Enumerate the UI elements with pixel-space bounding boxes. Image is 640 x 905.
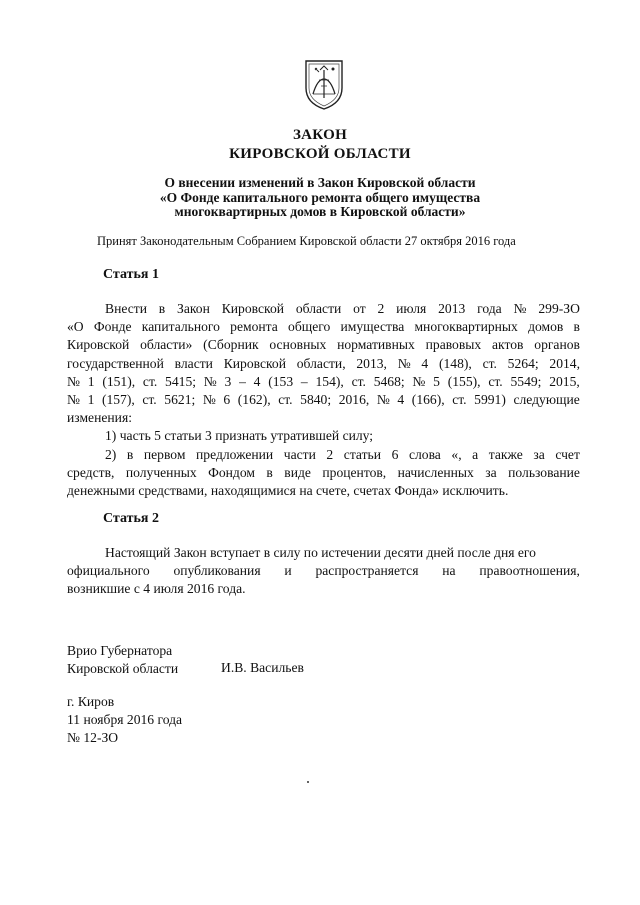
word: 5549;: [510, 373, 542, 389]
word: №: [67, 373, 80, 389]
word: №: [376, 391, 390, 407]
word: ст.: [142, 391, 157, 407]
word: –: [300, 373, 308, 389]
word: 5991): [474, 391, 506, 407]
signer-position-line1: Врио Губернатора: [67, 643, 173, 658]
word: 4: [253, 373, 261, 389]
word: основных: [269, 337, 327, 353]
word: статьи: [343, 446, 382, 462]
word: области: [295, 301, 342, 316]
word: 2013,: [356, 355, 387, 371]
word: Кировской: [67, 337, 130, 353]
text-line: [67, 355, 580, 373]
word: в: [573, 319, 580, 335]
text-line: Настоящий Закон вступает в силу по истечении десяти дней после дня его: [105, 545, 536, 560]
article-1-body: [67, 300, 580, 500]
text-line: [67, 336, 580, 354]
word: 2014,: [549, 355, 580, 371]
word: 2): [105, 446, 117, 462]
word: общего: [288, 319, 331, 335]
word: следующие: [513, 391, 580, 407]
text-line: денежными средствами, находящимися на счете, счетах Фонда» исключить.: [67, 482, 509, 498]
word: 4: [397, 391, 405, 407]
word: (153: [268, 373, 294, 389]
word: опубликования: [173, 563, 261, 579]
word: 5415;: [165, 373, 197, 389]
word: –: [239, 373, 246, 389]
coat-of-arms-emblem: [303, 58, 345, 110]
article-2-heading: Статья 2: [103, 511, 159, 526]
word: 1: [87, 373, 95, 389]
law-region: КИРОВСКОЙ ОБЛАСТИ: [229, 146, 411, 162]
signer-position-line2: Кировской области: [67, 661, 179, 676]
word: Фонде: [93, 319, 132, 335]
word: 5621;: [164, 391, 196, 407]
word: также: [488, 446, 523, 462]
word: №: [513, 301, 527, 316]
word: 5840;: [300, 391, 332, 407]
law-subject: [0, 176, 640, 220]
word: правовых: [425, 337, 482, 353]
word: а: [472, 446, 479, 462]
word: Фондом: [208, 464, 255, 480]
word: (157),: [101, 391, 135, 407]
word: ст.: [482, 355, 497, 371]
word: 1: [87, 391, 95, 407]
word: первом: [143, 446, 186, 462]
word: Внести: [105, 301, 147, 316]
text-line: возникшие с 4 июля 2016 года.: [67, 581, 246, 597]
word: Кировской: [221, 301, 285, 316]
word: правоотношения,: [479, 563, 580, 579]
word: власти: [174, 355, 213, 371]
word: (166),: [411, 391, 445, 407]
word: ст.: [142, 373, 158, 389]
word: 5264;: [507, 355, 539, 371]
word: в: [126, 446, 134, 462]
word: 2016,: [338, 391, 370, 407]
word: от: [353, 301, 366, 316]
word: Кировской: [223, 355, 286, 371]
article-1-heading: Статья 1: [103, 267, 159, 282]
word: распространяется: [315, 563, 419, 579]
word: области»: [140, 337, 193, 353]
word: 5468;: [373, 373, 405, 389]
word: «О: [67, 319, 84, 335]
scan-speck: [307, 781, 309, 783]
text-line: [67, 318, 580, 336]
word: Закон: [177, 301, 210, 316]
word: №: [202, 391, 216, 407]
word: счет: [555, 446, 580, 462]
word: слова: [408, 446, 441, 462]
law-subject-line: О внесении изменений в Закон Кировской области: [164, 175, 476, 190]
word: ст.: [351, 373, 366, 389]
word: №: [397, 355, 411, 371]
word: 154),: [315, 373, 344, 389]
word: 5: [433, 373, 440, 389]
word: июля: [396, 301, 427, 316]
word: 4: [421, 355, 429, 371]
article-2-body: [67, 544, 580, 599]
word: года: [477, 301, 502, 316]
word: в: [266, 464, 273, 480]
word: пользование: [508, 464, 580, 480]
word: официального: [67, 563, 150, 579]
word: и: [284, 563, 292, 579]
word: ст.: [452, 391, 467, 407]
word: за: [485, 464, 497, 480]
word: 2013: [438, 301, 466, 316]
word: №: [203, 373, 217, 389]
word: (151),: [102, 373, 136, 389]
word: части: [283, 446, 316, 462]
text-line: [67, 391, 580, 409]
word: №: [412, 373, 426, 389]
word: государственной: [67, 355, 164, 371]
law-subject-line: «О Фонде капитального ремонта общего имущества: [159, 189, 481, 205]
text-line: 1) часть 5 статьи 3 признать утратившей силу;: [105, 428, 374, 444]
word: 6: [223, 391, 231, 407]
law-subject-line: многоквартирных домов в Кировской области»: [174, 204, 466, 219]
text-line: [67, 464, 580, 482]
signer-name: И.В. Васильев: [221, 660, 304, 675]
word: ст.: [278, 391, 293, 407]
word: области,: [296, 355, 346, 371]
law-number: № 12-ЗО: [67, 730, 119, 745]
text-line: [67, 373, 580, 391]
word: органов: [534, 337, 580, 353]
place-of-signing: г. Киров: [67, 694, 115, 709]
word: 2015,: [549, 373, 580, 389]
word: (155),: [447, 373, 481, 389]
word: 2: [377, 301, 385, 316]
word: многоквартирных: [414, 319, 518, 335]
word: имущества: [340, 319, 405, 335]
law-title: ЗАКОН: [292, 127, 348, 143]
word: (Сборник: [203, 337, 259, 353]
word: средств,: [67, 464, 115, 480]
word: ремонта: [230, 319, 278, 335]
word: (148),: [438, 355, 472, 371]
text-line: [67, 562, 580, 580]
text-line: изменения:: [67, 410, 132, 426]
word: за: [533, 446, 545, 462]
word: 2: [326, 446, 334, 462]
word: ст.: [488, 373, 503, 389]
word: №: [67, 391, 80, 407]
word: в: [158, 301, 166, 316]
word: нормативных: [337, 337, 415, 353]
word: домов: [528, 319, 564, 335]
word: 3: [224, 373, 232, 389]
text-line: [67, 300, 580, 318]
word: «,: [451, 446, 462, 462]
word: полученных: [125, 464, 197, 480]
signing-date: 11 ноября 2016 года: [67, 712, 183, 727]
word: капитального: [141, 319, 220, 335]
word: процентов,: [322, 464, 387, 480]
word: (162),: [237, 391, 271, 407]
adoption-note: Принят Законодательным Собранием Кировской области 27 октября 2016 года: [97, 234, 516, 248]
text-line: [67, 446, 580, 464]
word: начисленных: [397, 464, 474, 480]
word: предложении: [196, 446, 274, 462]
word: на: [442, 563, 456, 579]
word: 299-ЗО: [538, 301, 580, 316]
word: виде: [284, 464, 311, 480]
word: актов: [492, 337, 524, 353]
word: 6: [391, 446, 399, 462]
